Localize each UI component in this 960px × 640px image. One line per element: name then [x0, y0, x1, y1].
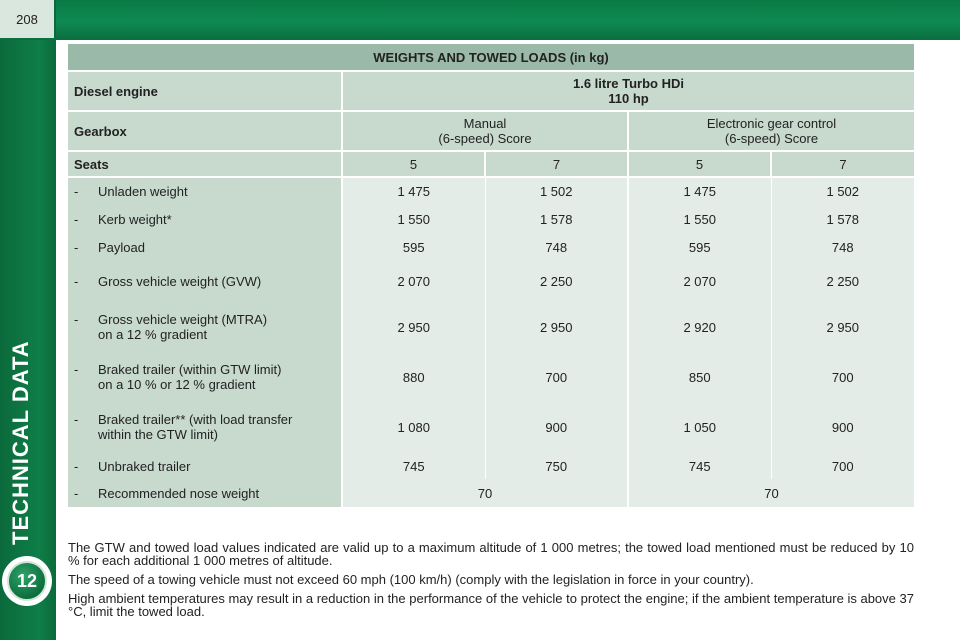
- cell-value: 1 050: [628, 401, 771, 453]
- row-label: - Kerb weight*: [68, 205, 342, 233]
- row-label: - Payload: [68, 233, 342, 261]
- gearbox-manual-line1: Manual: [463, 116, 507, 131]
- cell-value: 1 475: [342, 177, 485, 205]
- table-row: [68, 479, 914, 507]
- engine-value: [342, 71, 914, 111]
- footnote-altitude: The GTW and towed load values indicated are valid up to a maximum altitude of 1 000 metres; the towed load mentioned must be reduced by 10 % for each additional 1 000 metres of altitude.: [68, 540, 914, 568]
- chapter-title: TECHNICAL DATA: [8, 340, 33, 545]
- cell-value: 900: [771, 401, 914, 453]
- cell-value: 750: [485, 453, 628, 479]
- table-row: [68, 233, 914, 261]
- table-row: [68, 453, 914, 479]
- row-label: - Gross vehicle weight (GVW): [68, 261, 342, 301]
- cell-value: 2 950: [771, 301, 914, 353]
- engine-label: Diesel engine: [68, 71, 342, 111]
- seats-value: 7: [771, 151, 914, 177]
- cell-value: 748: [485, 233, 628, 261]
- cell-value: 2 070: [342, 261, 485, 301]
- footnote-speed: The speed of a towing vehicle must not exceed 60 mph (100 km/h) (comply with the legislation in force in your country).: [68, 572, 754, 587]
- row-label: - Recommended nose weight: [68, 479, 342, 507]
- cell-value: 745: [342, 453, 485, 479]
- gearbox-row: [68, 111, 914, 151]
- footnote-temperature: High ambient temperatures may result in a reduction in the performance of the vehicle to protect the engine; if the ambient temperature is above 37 °C, limit the towed load.: [68, 591, 914, 619]
- row-label: - Braked trailer** (with load transfer within the GTW limit): [68, 401, 342, 453]
- cell-value: 745: [628, 453, 771, 479]
- table-row: [68, 177, 914, 205]
- chapter-badge: [2, 556, 52, 606]
- cell-value: 900: [485, 401, 628, 453]
- cell-value: 2 920: [628, 301, 771, 353]
- table-title: WEIGHTS AND TOWED LOADS (in kg): [68, 44, 914, 71]
- cell-value: 2 070: [628, 261, 771, 301]
- engine-value-line1: 1.6 litre Turbo HDi: [573, 76, 684, 91]
- cell-value: 1 475: [628, 177, 771, 205]
- cell-value: 2 950: [342, 301, 485, 353]
- seats-row: [68, 151, 914, 177]
- row-label: - Braked trailer (within GTW limit) on a 10 % or 12 % gradient: [68, 353, 342, 401]
- cell-value: 700: [485, 353, 628, 401]
- gearbox-label: Gearbox: [68, 111, 342, 151]
- row-label: - Unladen weight: [68, 177, 342, 205]
- engine-value-line2: 110 hp: [608, 91, 649, 106]
- table-row: [68, 401, 914, 453]
- seats-label: Seats: [68, 151, 342, 177]
- cell-value: 70: [342, 479, 628, 507]
- cell-value: 880: [342, 353, 485, 401]
- row-label: - Gross vehicle weight (MTRA) on a 12 % gradient: [68, 301, 342, 353]
- table-row: [68, 205, 914, 233]
- row-label: - Unbraked trailer: [68, 453, 342, 479]
- gearbox-manual: [342, 111, 628, 151]
- cell-value: 748: [771, 233, 914, 261]
- cell-value: 70: [628, 479, 914, 507]
- gearbox-egc-line2: (6-speed) Score: [724, 131, 819, 146]
- top-banner: [0, 0, 960, 40]
- cell-value: 850: [628, 353, 771, 401]
- page-number: 208: [0, 0, 56, 38]
- seats-value: 5: [342, 151, 485, 177]
- chapter-number: 12: [7, 561, 47, 601]
- cell-value: 1 578: [771, 205, 914, 233]
- cell-value: 700: [771, 353, 914, 401]
- cell-value: 595: [342, 233, 485, 261]
- cell-value: 1 578: [485, 205, 628, 233]
- gearbox-manual-line2: (6-speed) Score: [438, 131, 532, 146]
- table-row: [68, 353, 914, 401]
- cell-value: 1 550: [342, 205, 485, 233]
- cell-value: 2 250: [771, 261, 914, 301]
- table-row: [68, 301, 914, 353]
- gearbox-egc: [628, 111, 914, 151]
- cell-value: 1 502: [771, 177, 914, 205]
- cell-value: 700: [771, 453, 914, 479]
- cell-value: 2 950: [485, 301, 628, 353]
- gearbox-egc-line1: Electronic gear control: [706, 116, 837, 131]
- cell-value: 1 080: [342, 401, 485, 453]
- cell-value: 595: [628, 233, 771, 261]
- cell-value: 1 502: [485, 177, 628, 205]
- cell-value: 1 550: [628, 205, 771, 233]
- footnotes: [68, 541, 914, 624]
- seats-value: 7: [485, 151, 628, 177]
- cell-value: 2 250: [485, 261, 628, 301]
- seats-value: 5: [628, 151, 771, 177]
- table-title-row: [68, 44, 914, 71]
- table-row: [68, 261, 914, 301]
- engine-row: [68, 71, 914, 111]
- weights-table: [68, 44, 914, 507]
